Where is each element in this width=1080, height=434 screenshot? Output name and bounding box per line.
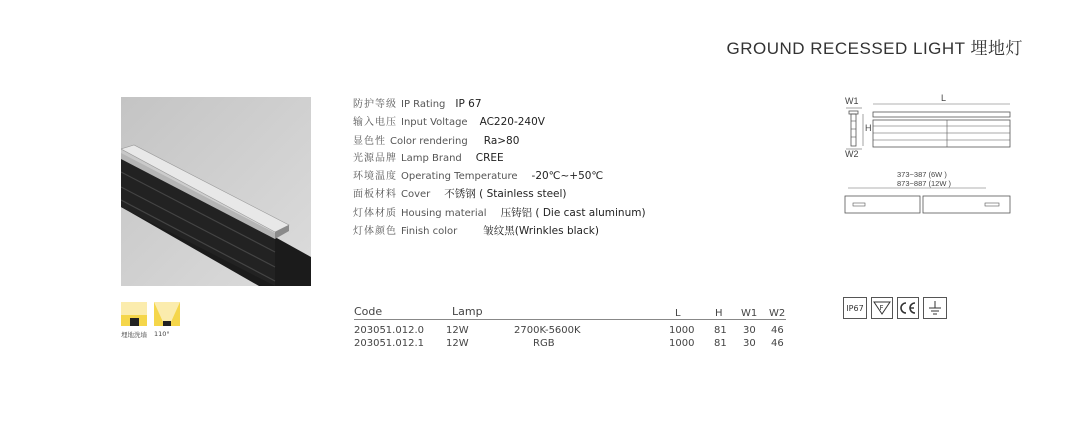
spec-en-label: Operating Temperature (401, 171, 518, 182)
cell-watt: 12W (446, 338, 469, 349)
spec-zh-label: 输入电压 (353, 117, 397, 128)
spec-row (353, 204, 646, 218)
spec-en-label: Lamp Brand (401, 153, 462, 164)
dim-w2-label: W2 (845, 149, 859, 159)
cell-l: 1000 (669, 325, 695, 336)
dim-note-6w: 373~387 (6W ) (897, 170, 947, 179)
spec-zh-label: 灯体颜色 (353, 226, 397, 237)
spec-en-label: Color rendering (390, 136, 468, 147)
col-header-l: L (675, 308, 681, 319)
ground-symbol-icon (923, 297, 947, 319)
spec-en-label: IP Rating (401, 99, 446, 110)
spec-zh-label: 灯体材质 (353, 208, 397, 219)
spec-zh-label: 光源品牌 (353, 153, 397, 164)
dim-h-label: H (865, 123, 872, 133)
spec-value: AC220-240V (479, 116, 545, 128)
spec-value: Ra>80 (483, 135, 520, 147)
col-header-code: Code (354, 305, 383, 318)
cell-l: 1000 (669, 338, 695, 349)
spec-value: IP 67 (455, 98, 482, 110)
spec-value: 压铸铝 ( Die cast aluminum) (500, 207, 646, 219)
profile-drawing (843, 93, 1013, 218)
spec-en-label: Finish color (401, 226, 458, 237)
spec-zh-label: 面板材料 (353, 189, 397, 200)
product-photo (121, 97, 311, 286)
cell-cct: 2700K-5600K (514, 325, 581, 336)
beam-angle-icon (154, 302, 180, 326)
cell-cct: RGB (533, 338, 555, 349)
col-header-w2: W2 (769, 308, 786, 319)
spec-zh-label: 环境温度 (353, 171, 397, 182)
spec-row (353, 185, 567, 199)
spec-en-label: Cover (401, 189, 431, 200)
spec-row (353, 95, 482, 109)
spec-value: CREE (475, 152, 504, 164)
cell-code: 203051.012.0 (354, 325, 424, 336)
spec-zh-label: 防护等级 (353, 99, 397, 110)
spec-value: -20℃~+50℃ (531, 170, 604, 182)
spec-row (353, 113, 545, 127)
spec-zh-label: 显色性 (353, 136, 386, 147)
dim-l-label: L (941, 93, 947, 103)
dim-note-12w: 873~887 (12W ) (897, 179, 951, 188)
wall-wash-beam-icon (121, 302, 147, 326)
dim-w1-label: W1 (845, 96, 859, 106)
f-mark-icon (871, 297, 893, 319)
spec-en-label: Input Voltage (401, 117, 468, 128)
col-header-lamp: Lamp (452, 305, 483, 318)
spec-en-label: Housing material (401, 208, 487, 219)
cell-h: 81 (714, 325, 727, 336)
spec-value: 不锈钢 ( Stainless steel) (444, 188, 567, 200)
svg-text:F: F (879, 304, 884, 312)
col-header-w1: W1 (741, 308, 758, 319)
cell-w2: 46 (771, 325, 784, 336)
linear-light-image (121, 97, 311, 286)
beam-angle-label: 110° (154, 330, 170, 338)
cell-w1: 30 (743, 325, 756, 336)
spec-value: 皱纹黑(Wrinkles black) (483, 225, 599, 237)
spec-row (353, 132, 519, 146)
beam-type-label: 埋地洗墙 (121, 331, 147, 339)
table-divider (354, 319, 786, 320)
ip67-icon: IP67 (843, 297, 867, 319)
page-title: GROUND RECESSED LIGHT 埋地灯 (726, 39, 1023, 58)
spec-row (353, 222, 599, 236)
cell-w1: 30 (743, 338, 756, 349)
cell-watt: 12W (446, 325, 469, 336)
cell-h: 81 (714, 338, 727, 349)
cell-code: 203051.012.1 (354, 338, 424, 349)
col-header-h: H (715, 308, 723, 319)
spec-row (353, 149, 504, 163)
cell-w2: 46 (771, 338, 784, 349)
spec-row (353, 167, 603, 181)
ce-mark-icon (897, 297, 919, 319)
